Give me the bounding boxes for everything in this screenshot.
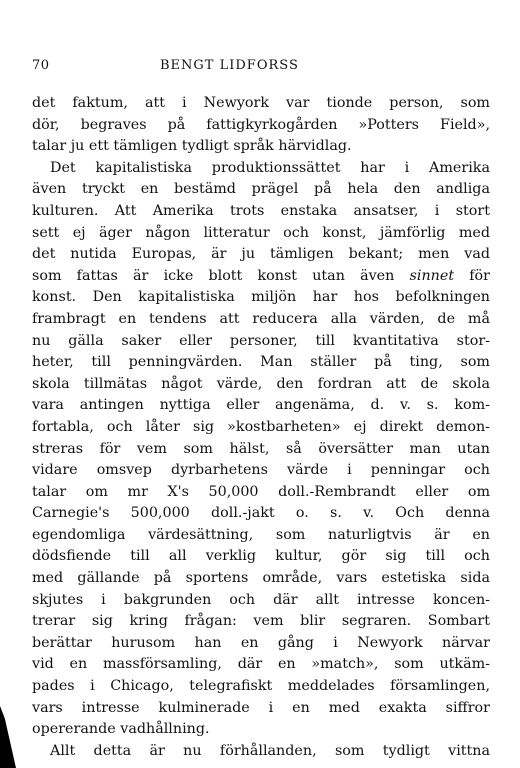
text-line: det nutida Europas, är ju tämligen bekant; men vad [32,246,490,263]
text-line: konst. Den kapitalistiska miljön har hos befolkningen [32,289,490,306]
text-line: Det kapitalistiska produktionssättet har i Amerika [50,159,490,176]
text-line: egendomliga värdesättning, som naturligtvis är en [32,526,490,543]
body-text [32,93,490,762]
text-line: skjutes i bakgrunden och där allt intresse koncen- [32,591,490,608]
text-line: det faktum, att i Newyork var tionde person, som [32,95,490,111]
text-line: pades i Chicago, telegrafiskt meddelades församlingen, [32,678,490,695]
text-line: streras för vem som hälst, så översätter man utan [32,440,490,457]
text-line: vars intresse kulminerade i en med exakta siffror [32,699,490,716]
text-line-with-italic [32,266,490,288]
text-line: talar om mr X's 50,000 doll.-Rembrandt eller om [32,483,490,500]
text-line: dör, begraves på fattigkyrkogården »Potters Field», [32,116,490,133]
text-line: Carnegie's 500,000 doll.-jakt o. s. v. Och denna [32,505,490,522]
text-line: även tryckt en bestämd prägel på hela den andliga [32,181,490,198]
text-segment: för [454,267,490,284]
italic-word: sinnet [409,267,455,284]
text-line: talar ju ett tämligen tydligt språk härvidlag. [32,138,352,155]
text-line: skola tillmätas något värde, den fordran att de skola [32,375,490,392]
text-line: frambragt en tendens att reducera alla värden, de må [32,310,490,327]
page-corner-shadow [0,706,16,768]
text-line: berättar hurusom han en gång i Newyork närvar [32,634,490,651]
text-line: trerar sig kring frågan: vem blir segraren. Sombart [32,613,490,630]
text-line: fortabla, och låter sig »kostbarheten» ej direkt demon- [32,418,490,435]
text-line: nu gälla saker eller personer, till kvantitativa stor- [32,332,490,349]
page-number: 70 [32,58,50,73]
running-head: BENGT LIDFORSS [160,58,299,73]
text-line: vid en massförsamling, där en »match», som utkäm- [32,656,490,673]
text-line: med gällande på sportens område, vars estetiska sida [32,570,490,587]
text-line: vara antingen nyttiga eller angenäma, d. v. s. kom- [32,397,490,414]
text-line: vidare omsvep dyrbarhetens värde i penningar och [32,462,490,479]
text-line: opererande vadhållning. [32,721,210,738]
text-line: dödsfiende till all verklig kultur, gör sig till och [32,548,490,565]
text-line: sett ej äger någon litteratur och konst, jämförlig med [32,224,490,241]
text-line: heter, till penningvärden. Man ställer på ting, som [32,354,490,371]
text-line: Allt detta är nu förhållanden, som tydligt vittna [50,742,490,759]
text-line: kulturen. Att Amerika trots enstaka ansatser, i stort [32,202,490,219]
text-segment: som fattas är icke blott konst utan även [32,267,410,284]
